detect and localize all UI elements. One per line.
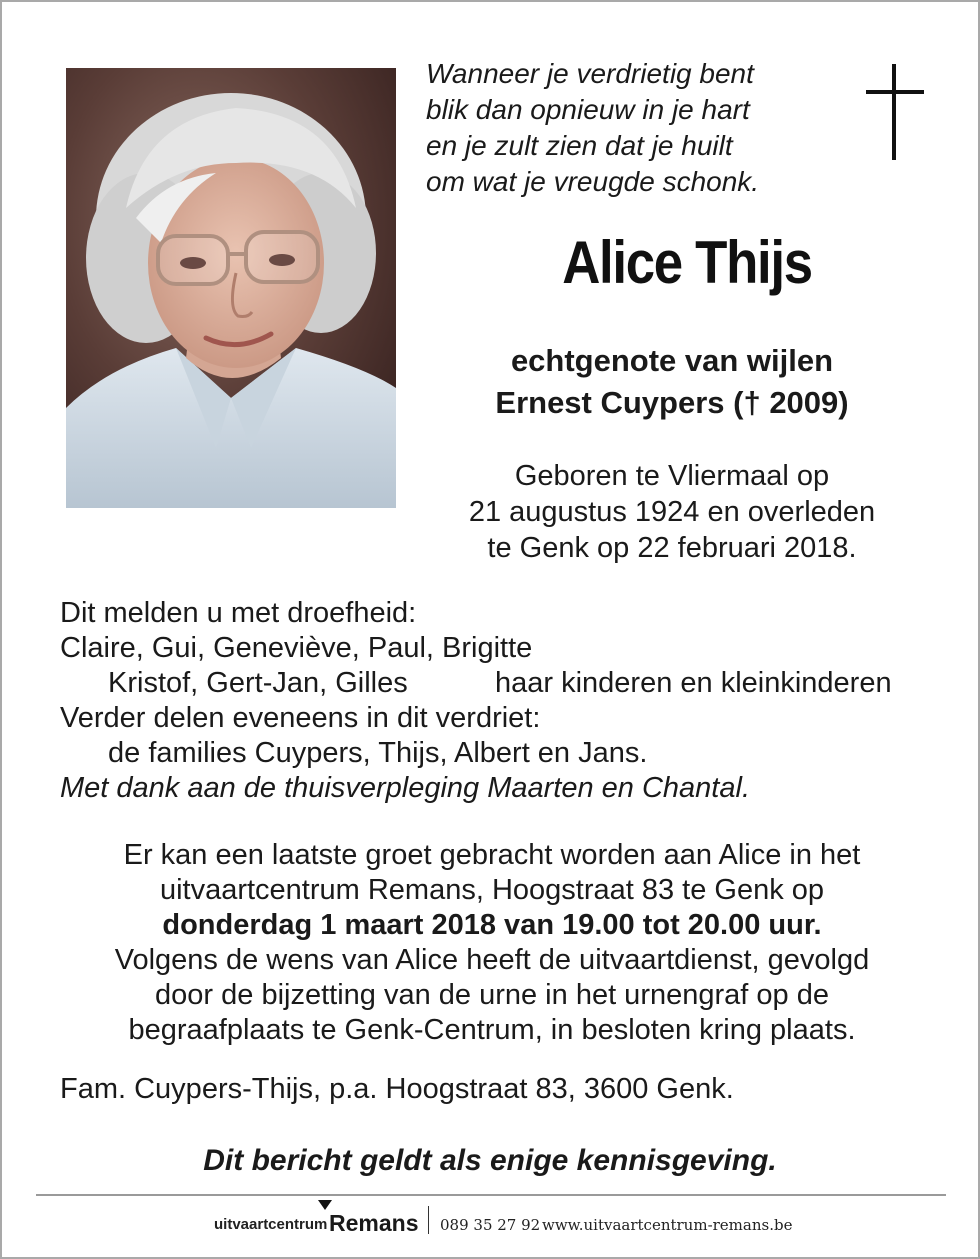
poem-line: en je zult zien dat je huilt — [426, 130, 733, 161]
portrait-illustration — [66, 68, 396, 508]
thanks-line: Met dank aan de thuisverpleging Maarten en Chantal. — [60, 772, 750, 804]
birth-line: te Genk op 22 februari 2018. — [487, 532, 857, 564]
ceremony-info — [42, 838, 942, 1048]
ceremony-line: Volgens de wens van Alice heeft de uitvaartdienst, gevolgd — [114, 944, 870, 976]
families-names: de families Cuypers, Thijs, Albert en Jans. — [108, 737, 648, 769]
also-grieving-intro: Verder delen eveneens in dit verdriet: — [60, 702, 541, 734]
ceremony-line: Er kan een laatste groet gebracht worden aan Alice in het — [123, 839, 861, 871]
grandchildren-row — [60, 666, 940, 701]
triangle-logo-icon — [318, 1200, 332, 1210]
website-link[interactable]: www.uitvaartcentrum-remans.be — [542, 1216, 793, 1234]
ceremony-line: door de bijzetting van de urne in het urnengraf op de — [155, 979, 829, 1011]
poem-line: om wat je vreugde schonk. — [426, 166, 760, 197]
notice-line: Dit bericht geldt als enige kennisgeving. — [203, 1144, 777, 1177]
ceremony-line: uitvaartcentrum Remans, Hoogstraat 83 te Genk op — [159, 874, 825, 906]
poem-line: Wanneer je verdrietig bent — [426, 58, 754, 89]
funeral-home-footer — [214, 1200, 814, 1240]
birth-death-info — [422, 458, 922, 566]
grandchildren-names: Kristof, Gert-Jan, Gilles — [108, 667, 408, 699]
family-intro: Dit melden u met droefheid: — [60, 597, 417, 629]
poem — [426, 56, 846, 200]
brand-name: Remans — [329, 1210, 419, 1236]
cross-icon — [866, 64, 924, 160]
deceased-name: Alice Thijs — [562, 229, 812, 296]
birth-line: Geboren te Vliermaal op — [514, 460, 830, 492]
spouse-line: Ernest Cuypers († 2009) — [495, 385, 849, 420]
ceremony-date: donderdag 1 maart 2018 van 19.00 tot 20.00 uur. — [162, 909, 822, 941]
phone-number: 089 35 27 92 — [440, 1216, 541, 1234]
portrait-photo — [66, 68, 396, 508]
footer-divider — [36, 1194, 946, 1196]
brand-small: uitvaartcentrum — [214, 1216, 328, 1233]
ceremony-line: begraafplaats te Genk-Centrum, in besloten kring plaats. — [128, 1014, 856, 1046]
family-relation: haar kinderen en kleinkinderen — [495, 667, 892, 699]
birth-line: 21 augustus 1924 en overleden — [468, 496, 876, 528]
poem-line: blik dan opnieuw in je hart — [426, 94, 750, 125]
family-address: Fam. Cuypers-Thijs, p.a. Hoogstraat 83, 3600 Genk. — [60, 1073, 734, 1105]
family-announcement — [60, 596, 940, 806]
footer-separator — [428, 1206, 429, 1234]
spouse-info — [432, 340, 912, 424]
spouse-line: echtgenote van wijlen — [510, 343, 834, 378]
children-names: Claire, Gui, Geneviève, Paul, Brigitte — [60, 632, 533, 664]
